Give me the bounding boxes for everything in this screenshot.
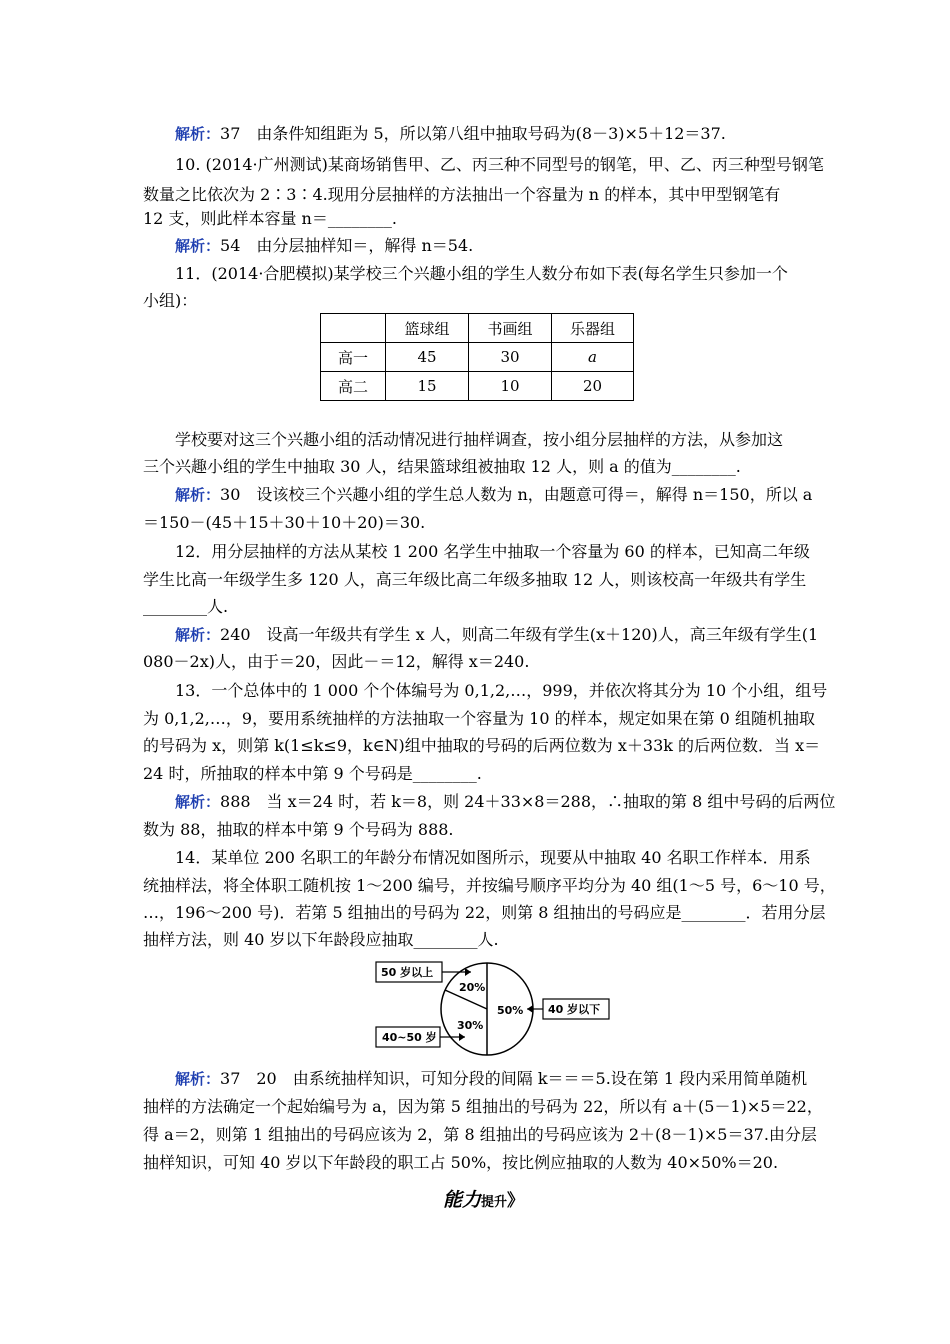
q12-line-3: ________人. xyxy=(143,597,229,616)
q10-answer xyxy=(175,236,843,256)
q14-answer-1 xyxy=(175,1069,843,1089)
table-row xyxy=(321,343,634,372)
q14-line-4: 抽样方法，则 40 岁以下年龄段应抽取________人. xyxy=(143,930,499,949)
q14-line-1: 14．某单位 200 名职工的年龄分布情况如图所示，现要从中抽取 40 名职工作样本．用系 xyxy=(175,848,811,867)
q10-line-1: 10. (2014·广州测试)某商场销售甲、乙、丙三种不同型号的钢笔，甲、乙、丙三种型号钢笔 xyxy=(175,155,824,174)
answer-text: 54 由分层抽样知＝，解得 n＝54. xyxy=(220,236,474,255)
answer-text: 888 当 x＝24 时，若 k＝8，则 24＋33×8＝288，∴抽取的第 8 组中号码的后两位 xyxy=(220,792,836,811)
answer-label: 解析： xyxy=(175,793,221,811)
answer-text: 37 由条件知组距为 5，所以第八组中抽取号码为(8－3)×5＋12＝37. xyxy=(220,124,726,143)
q13-answer-2: 数为 88，抽取的样本中第 9 个号码为 888. xyxy=(143,820,454,839)
table-header-cell: 乐器组 xyxy=(552,314,634,343)
answer-text: 37 20 由系统抽样知识，可知分段的间隔 k＝＝＝5.设在第 1 段内采用简单随机 xyxy=(220,1069,808,1088)
q14-answer-2: 抽样的方法确定一个起始编号为 a，因为第 5 组抽出的号码为 22，所以有 a＋(5－1)×5＝22， xyxy=(143,1097,823,1116)
table-cell: 10 xyxy=(469,372,552,401)
q12-line-1: 12．用分层抽样的方法从某校 1 200 名学生中抽取一个容量为 60 的样本，已知高二年级 xyxy=(175,542,810,561)
table-row xyxy=(321,372,634,401)
q12-answer-2: 080－2x)人，由于＝20，因此－＝12，解得 x＝240. xyxy=(143,652,530,671)
q13-answer-1 xyxy=(175,792,843,812)
q14-answer-3: 得 a＝2，则第 1 组抽出的号码应该为 2，第 8 组抽出的号码应该为 2＋(8－1)×5＝37.由分层 xyxy=(143,1125,817,1144)
answer-label: 解析： xyxy=(175,626,221,644)
table-cell: 15 xyxy=(386,372,469,401)
table-cell: a xyxy=(552,343,634,372)
answer-label: 解析： xyxy=(175,237,221,255)
table-cell: 高一 xyxy=(321,343,386,372)
q11-line-2: 小组)： xyxy=(143,291,198,310)
q12-line-2: 学生比高一年级学生多 120 人，高三年级比高二年级多抽取 12 人，则该校高一年级共有学生 xyxy=(143,570,807,589)
section-heading-small: 提升 xyxy=(481,1195,508,1210)
section-heading-big: 能力 xyxy=(443,1189,482,1211)
table-cell: 45 xyxy=(386,343,469,372)
table-header-cell xyxy=(321,314,386,343)
section-heading-mark: 》 xyxy=(507,1191,525,1211)
q13-line-2: 为 0,1,2,…，9，要用系统抽样的方法抽取一个容量为 10 的样本，规定如果在第 0 组随机抽取 xyxy=(143,709,815,728)
q11-answer-1 xyxy=(175,485,843,505)
age-distribution-pie xyxy=(375,957,615,1057)
table-cell: 30 xyxy=(469,343,552,372)
q11-after-1: 学校要对这三个兴趣小组的活动情况进行抽样调查，按小组分层抽样的方法，从参加这 xyxy=(175,430,784,449)
interest-group-table xyxy=(320,313,634,401)
q9-answer xyxy=(175,124,843,144)
q11-answer-2: ＝150－(45＋15＋30＋10＋20)＝30. xyxy=(143,513,426,532)
q14-line-3: …，196～200 号)．若第 5 组抽出的号码为 22，则第 8 组抽出的号码应是________．若用分层 xyxy=(143,903,826,922)
q13-line-1: 13．一个总体中的 1 000 个个体编号为 0,1,2,…，999，并依次将其分为 10 个小组，组号 xyxy=(175,681,828,700)
table-header-row xyxy=(321,314,634,343)
answer-label: 解析： xyxy=(175,125,221,143)
q11-line-1: 11．(2014·合肥模拟)某学校三个兴趣小组的学生人数分布如下表(每名学生只参加一个 xyxy=(175,264,788,283)
q13-line-3: 的号码为 x，则第 k(1≤k≤9，k∈N)组中抽取的号码的后两位数为 x＋33k 的后两位数．当 x＝ xyxy=(143,736,821,755)
q10-line-2: 数量之比依次为 2∶3∶4.现用分层抽样的方法抽出一个容量为 n 的样本，其中甲型钢笔有 xyxy=(143,185,781,204)
answer-text: 240 设高一年级共有学生 x 人，则高二年级有学生(x＋120)人，高三年级有学生(1 xyxy=(220,625,819,644)
q14-line-2: 统抽样法，将全体职工随机按 1～200 编号，并按编号顺序平均分为 40 组(1～5 号，6～10 号， xyxy=(143,876,836,895)
table-cell: 高二 xyxy=(321,372,386,401)
pie-pct-30: 30% xyxy=(457,1019,484,1032)
q14-answer-4: 抽样知识，可知 40 岁以下年龄段的职工占 50%，按比例应抽取的人数为 40×50%＝20. xyxy=(143,1153,779,1172)
label-40-50: 40~50 岁 xyxy=(382,1031,437,1044)
table-cell: 20 xyxy=(552,372,634,401)
q10-line-3: 12 支，则此样本容量 n＝________. xyxy=(143,209,397,228)
pie-pct-20: 20% xyxy=(459,981,486,994)
pie-pct-50: 50% xyxy=(497,1004,524,1017)
table-header-cell: 书画组 xyxy=(469,314,552,343)
label-50-above: 50 岁以上 xyxy=(381,966,434,979)
answer-label: 解析： xyxy=(175,486,221,504)
section-heading-ability xyxy=(443,1185,524,1212)
q12-answer-1 xyxy=(175,625,843,645)
label-40-below: 40 岁以下 xyxy=(548,1003,601,1016)
answer-label: 解析： xyxy=(175,1070,221,1088)
q13-line-4: 24 时，所抽取的样本中第 9 个号码是________. xyxy=(143,764,482,783)
answer-text: 30 设该校三个兴趣小组的学生总人数为 n，由题意可得＝，解得 n＝150，所以 a xyxy=(220,485,813,504)
q11-after-2: 三个兴趣小组的学生中抽取 30 人，结果篮球组被抽取 12 人，则 a 的值为________. xyxy=(143,457,741,476)
table-header-cell: 篮球组 xyxy=(386,314,469,343)
